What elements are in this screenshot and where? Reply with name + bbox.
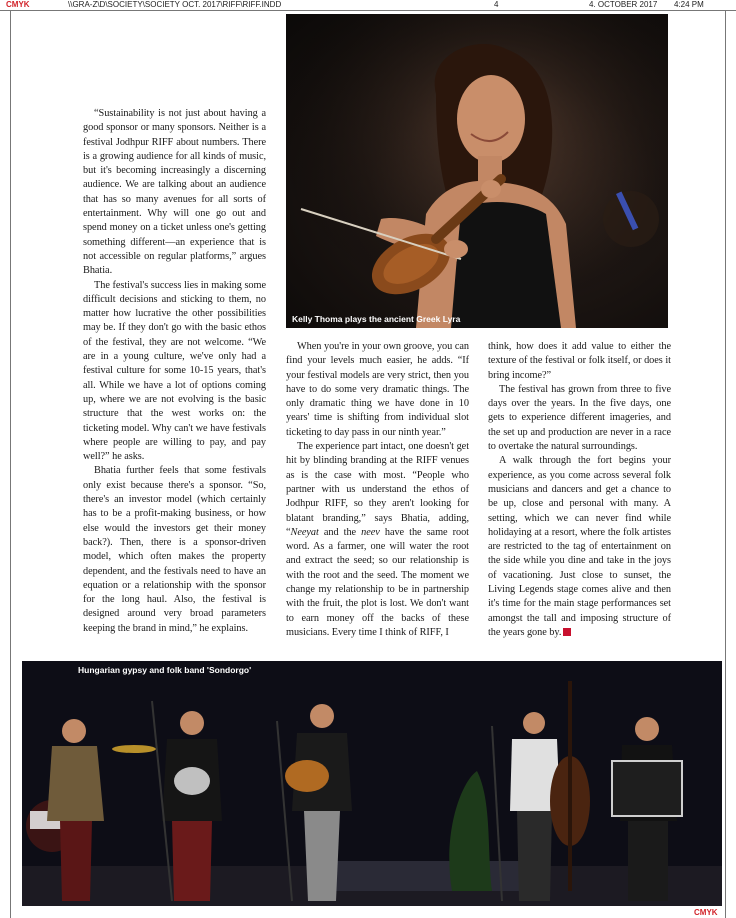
bottom-slug bbox=[0, 908, 736, 918]
paragraph: “Sustainability is not just about having a good sponsor or many sponsors. Neither is a festival Jodhpur RIFF about numbers. There is a growing audience for all kinds of music, but it's becoming increasingly a discerning audience. We are talking about an audience that has so many avenues for all sorts of entertainment. Why will one go out and spend money on a ticket unless one's getting something different—an experience that is not accessible on regular platforms,” argues Bhatia. bbox=[83, 108, 266, 277]
bottom-photo-caption: Hungarian gypsy and folk band 'Sondorgo' bbox=[78, 665, 252, 675]
text-run: have the same root word. As a farmer, one will water the root and extract the seed; so our relationship is with the root and the seed. The moment we change my relationship to be in partnership with the fruit, the plot is lost. We don't want to earn money off the backs of these musicians. Every time I think of RIFF, I bbox=[286, 526, 469, 638]
italic-term: Neeyat bbox=[290, 526, 319, 538]
top-photo-caption: Kelly Thoma plays the ancient Greek Lyra bbox=[292, 314, 461, 324]
italic-term: neev bbox=[361, 526, 380, 538]
end-of-article-mark bbox=[563, 628, 571, 636]
text-run: and the bbox=[318, 526, 362, 538]
print-date: 4. OCTOBER 2017 bbox=[589, 0, 658, 9]
trim-line bbox=[0, 10, 736, 11]
trim-line-left bbox=[10, 10, 11, 918]
text-run: A walk through the fort begins your experience, as you come across several folk musicians and dancers and get a chance to be up, close and personal with many. A setting, which we can never find while holidaying at a resort, where the folk artistes are restricted to the tag of entertainment on the side while you dine and take in the joys of vacationing. Just close to sunset, the Living Legends stage comes alive and then it's time for the main stage performances set amongst the tall and imposing structure of the years gone by. bbox=[488, 455, 671, 638]
paragraph: When you're in your own groove, you can find your levels much easier, he adds. “If your festival models are very strict, then you have to do some very dramatic things. The only dramatic thing we have done in 10 years' time is shifting from individual slot ticketing to day pass in our ninth year.” bbox=[286, 341, 469, 438]
paragraph: Bhatia further feels that some festivals only exist because there's a sponsor. “So, there's an investor model (which certainly has to be a profit-making business, or how else would the investors get their money back?). Then, there is a sponsor-driven model, which often makes the property dependent, and the festivals need to have an equation or a relationship with the sponsor for the long haul. Also, the festival is designed around very broad parameters keeping the brand in mind,” he explains. bbox=[83, 465, 266, 634]
print-slug bbox=[0, 0, 736, 10]
paragraph: The festival's success lies in making some difficult decisions and sticking to them, no matter how lucrative the other possibilities may be. If they don't go with the basic ethos of the festival, they are not welcome. “We are in a young culture, we've only had a festival culture for some 10-15 years, that's all. While we have a lot of options coming up, where we are not evolving is the basic structure that the west works on: the ticketing model. Why can't we have festivals where people are willing to pay, and pay well?” he asks. bbox=[83, 279, 266, 463]
paragraph bbox=[286, 440, 469, 640]
paragraph: think, how does it add value to either the texture of the festival or folk itself, or does it bring income?” bbox=[488, 341, 671, 381]
article-column-1 bbox=[83, 107, 266, 636]
paragraph bbox=[488, 454, 671, 640]
lyra-player-photo bbox=[286, 14, 668, 328]
band-photo bbox=[22, 661, 722, 906]
print-time: 4:24 PM bbox=[674, 0, 704, 9]
cmyk-marker: CMYK bbox=[6, 0, 30, 9]
file-path: \\GRA-Z\D\SOCIETY\SOCIETY OCT. 2017\RIFF\RIFF.INDD bbox=[68, 0, 282, 9]
paragraph: The festival has grown from three to five days over the years. In the five days, one gets to experience different imageries, and the set up and production are never in a race to overtake the natural surroundings. bbox=[488, 383, 671, 453]
text-run: The experience part intact, one doesn't get hit by blinding branding at the RIFF venues as is the case with most. “People who partner with us understand the ethos of Jodhpur RIFF, so they aren't looking for blatant branding,” says Bhatia, adding, “ bbox=[286, 441, 469, 538]
trim-line-right bbox=[725, 10, 726, 918]
cmyk-marker-bottom: CMYK bbox=[694, 908, 718, 917]
article-column-3 bbox=[488, 340, 671, 640]
article-column-2 bbox=[286, 340, 469, 640]
page-number: 4 bbox=[494, 0, 499, 9]
